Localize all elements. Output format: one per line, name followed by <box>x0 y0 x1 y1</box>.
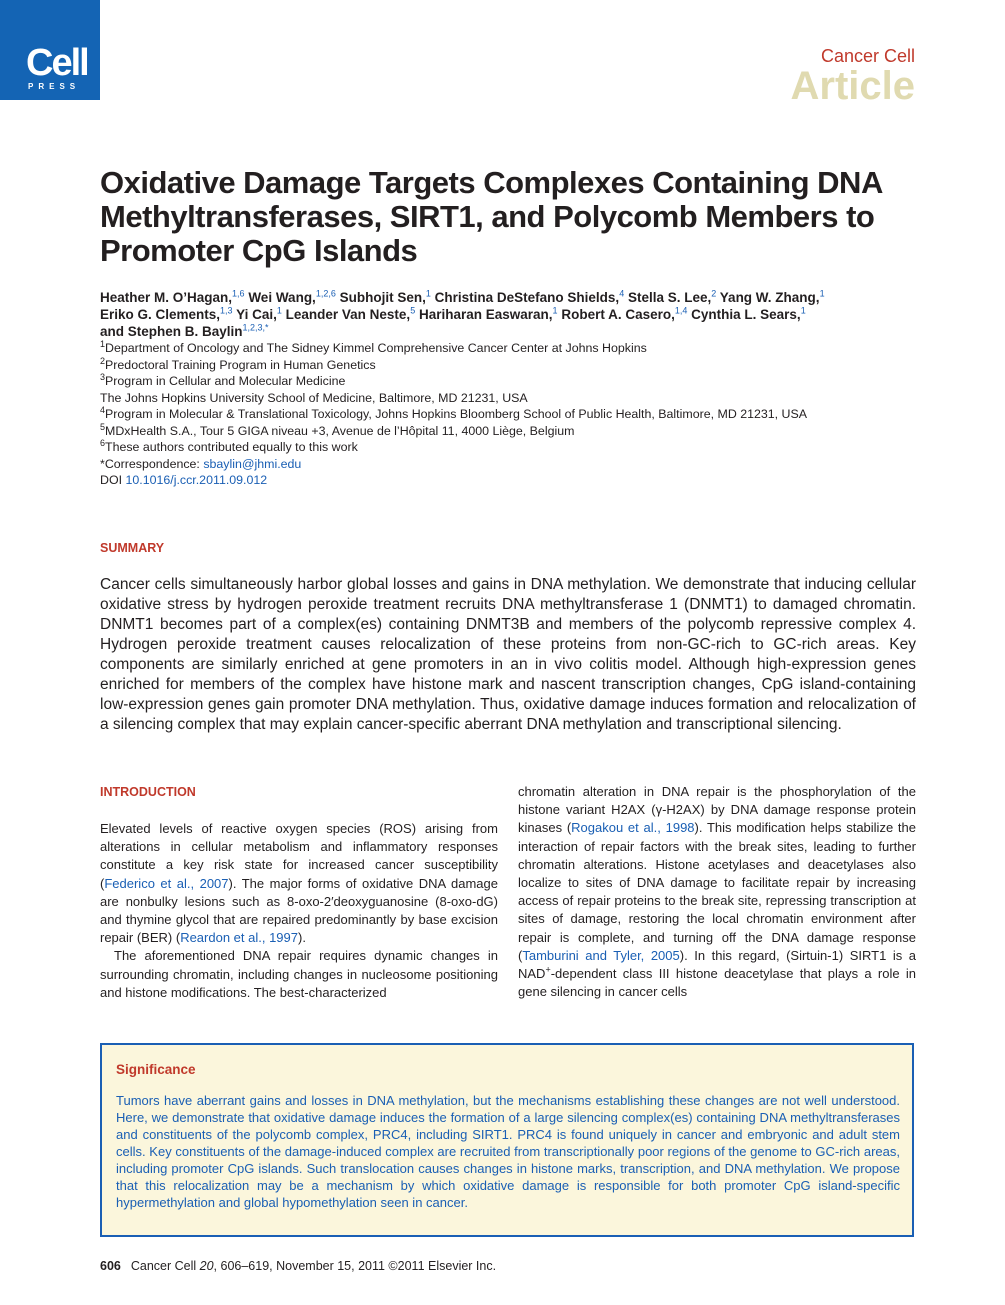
author-affiliation-sup[interactable]: 1 <box>552 305 558 316</box>
correspondence-line <box>100 456 930 473</box>
intro-paragraph-3: chromatin alteration in DNA repair is the phosphorylation of the histone variant H2AX (γ-H2AX) by DNA damage response protein kinases (Rogakou et al., 1998). This modification helps stabilize the interaction of repair factors with the break sites, leading to further chromatin alterations. Histone acetylases and deacetylases also localize to sites of DNA damage to facilitate repair by increasing access of repair proteins to the break site, repressing transcription at sites of damage, restoring the local chromatin environment after repair is complete, and turning off the DNA damage response (Tamburini and Tyler, 2005). In this regard, (Sirtuin-1) SIRT1 is a NAD+-dependent class III histone deacetylase that plays a role in gene silencing in cancer cells <box>518 784 916 1000</box>
footer-citation: , 606–619, November 15, 2011 ©2011 Elsevier Inc. <box>213 1259 497 1273</box>
author-name: Yi Cai,$^1$ <box>236 305 282 322</box>
footer-volume: 20 <box>199 1259 214 1273</box>
summary-heading: SUMMARY <box>100 541 165 555</box>
author-affiliation-sup[interactable]: 1 <box>425 288 431 299</box>
affiliation-line: $^2$Predoctoral Training Program in Human Genetics <box>100 355 376 372</box>
author-name: Christina DeStefano Shields,$^4$ <box>434 288 625 305</box>
introduction-heading: INTRODUCTION <box>100 785 196 799</box>
author-affiliation-sup[interactable]: 1,2,6 <box>315 288 336 299</box>
cell-press-logo <box>0 0 100 100</box>
author-name: Robert A. Casero,$^{1,4}$ <box>561 305 688 322</box>
affiliation-line: $^1$Department of Oncology and The Sidney Kimmel Comprehensive Cancer Center at Johns Hopkins <box>100 338 647 355</box>
intro-paragraph-1: Elevated levels of reactive oxygen species (ROS) arising from alterations in cellular metabolism and inflammatory responses constitute a key risk state for increased cancer susceptibility (Federico et al., 2007). The major forms of oxidative DNA damage are nonbulky lesions such as 8-oxo-2′deoxyguanosine (8-oxo-dG) and thymine glycol that are repaired predominantly by base excision repair (BER) (Reardon et al., 1997). <box>100 821 498 946</box>
author-name: Yang W. Zhang,$^1$ <box>719 288 825 305</box>
affiliation-line: $^4$Program in Molecular & Translational Toxicology, Johns Hopkins Bloomberg School of Public Health, Baltimore, MD 21231, USA <box>100 404 808 421</box>
author-name: and Stephen B. Baylin$^{1,2,3,*}$ <box>100 322 269 339</box>
affiliation-line: $^3$Program in Cellular and Molecular Medicine <box>100 371 346 388</box>
author-name: Heather M. O’Hagan,$^{1,6}$ <box>100 288 245 305</box>
author-name: Leander Van Neste,$^5$ <box>285 305 416 322</box>
author-affiliation-sup[interactable]: 4 <box>619 288 625 299</box>
author-name: Subhojit Sen,$^1$ <box>339 288 431 305</box>
author-name: Hariharan Easwaran,$^1$ <box>418 305 558 322</box>
doi-link[interactable]: 10.1016/j.ccr.2011.09.012 <box>125 473 268 487</box>
significance-text: Tumors have aberrant gains and losses in DNA methylation, but the mechanisms establishing these changes are not well understood. Here, we demonstrate that oxidative damage induces the formation of a large silencing complex(es) containing DNA methyltransferases and constituents of the polycomb complex, PRC4, including SIRT1. PRC4 is found uniquely in cancer and embryonic and adult stem cells. Key constituents of the damage-induced complex are recruited from transcriptionally poor regions of the genome to GC-rich areas, including promoter CpG islands. Such translocation causes changes in histone marks, transcription, and DNA methylation. We propose that this relocalization may be a mechanism by which oxidative damage is responsible for both promoter CpG island-specific hypermethylation and global hypomethylation seen in cancer. <box>116 1093 900 1210</box>
summary-text: Cancer cells simultaneously harbor global losses and gains in DNA methylation. We demonstrate that inducing cellular oxidative stress by hydrogen peroxide treatment recruits DNA methyltransferase 1 (DNMT1) to damaged chromatin. DNMT1 becomes part of a complex(es) containing DNMT3B and members of the polycomb repressive complex 4. Hydrogen peroxide treatment causes relocalization of these proteins from non-GC-rich to GC-rich areas. Key components are similarly enriched at gene promoters in an in vivo colitis model. Although high-expression genes enriched for members of the complex have histone mark and nascent transcription changes, CpG island-containing low-expression genes gain promoter DNA methylation. Thus, oxidative damage induces formation and relocalization of a silencing complex that may explain cancer-specific aberrant DNA methylation and transcriptional silencing. <box>100 576 916 733</box>
intro-column-right <box>518 783 916 1001</box>
correspondence-label: *Correspondence: <box>100 456 204 471</box>
author-name: Cynthia L. Sears,$^1$ <box>691 305 806 322</box>
author-affiliation-sup[interactable]: 1,3 <box>220 305 233 316</box>
significance-heading: Significance <box>116 1062 196 1077</box>
author-affiliation-sup[interactable]: 5 <box>410 305 416 316</box>
logo-cell-text: Cell <box>26 42 88 84</box>
author-list <box>100 289 920 340</box>
article-type: Article <box>790 64 915 108</box>
affiliations <box>100 340 930 489</box>
logo-press-text: PRESS <box>28 82 81 91</box>
author-affiliation-sup[interactable]: 2 <box>711 288 717 299</box>
ref-tamburini-2005-link[interactable]: Tamburini and Tyler, 2005 <box>522 947 680 963</box>
author-name: Wei Wang,$^{1,2,6}$ <box>248 288 336 305</box>
footer-journal: Cancer Cell <box>130 1259 200 1273</box>
affiliation-line: The Johns Hopkins University School of Medicine, Baltimore, MD 21231, USA <box>100 390 528 405</box>
author-name: Eriko G. Clements,$^{1,3}$ <box>100 305 233 322</box>
author-affiliation-sup[interactable]: 1,4 <box>674 305 688 316</box>
significance-box <box>100 1043 914 1237</box>
author-affiliation-sup[interactable]: 1 <box>819 288 825 299</box>
author-affiliation-sup[interactable]: 1,6 <box>232 288 245 299</box>
intro-paragraph-2: The aforementioned DNA repair requires dynamic changes in surrounding chromatin, including changes in nucleosome positioning and histone modifications. The best-characterized <box>100 948 498 1000</box>
affiliation-line: $^6$These authors contributed equally to this work <box>100 437 358 454</box>
doi-label: DOI <box>100 473 126 487</box>
author-affiliation-sup[interactable]: 1 <box>276 305 282 316</box>
doi-line <box>100 472 930 489</box>
article-title: Oxidative Damage Targets Complexes Containing DNA Methyltransferases, SIRT1, and Polycomb Members to Promoter CpG Islands <box>100 165 882 268</box>
ref-federico-2007-link[interactable]: Federico et al., 2007 <box>104 875 229 891</box>
author-affiliation-sup[interactable]: 1 <box>800 305 806 316</box>
ref-reardon-1997-link[interactable]: Reardon et al., 1997 <box>180 930 298 946</box>
correspondence-email-link[interactable]: sbaylin@jhmi.edu <box>203 456 302 471</box>
intro-column-left <box>100 820 498 1002</box>
affiliation-line: $^5$MDxHealth S.A., Tour 5 GIGA niveau +3, Avenue de l’Hôpital 11, 4000 Liège, Belgium <box>100 421 575 438</box>
journal-name: Cancer Cell <box>820 46 915 66</box>
ref-rogakou-1998-link[interactable]: Rogakou et al., 1998 <box>571 820 695 836</box>
author-name: Stella S. Lee,$^2$ <box>627 288 717 305</box>
page-number: 606 <box>100 1259 121 1273</box>
page-footer <box>100 1259 496 1273</box>
author-affiliation-sup[interactable]: 1,2,3,* <box>242 322 269 333</box>
